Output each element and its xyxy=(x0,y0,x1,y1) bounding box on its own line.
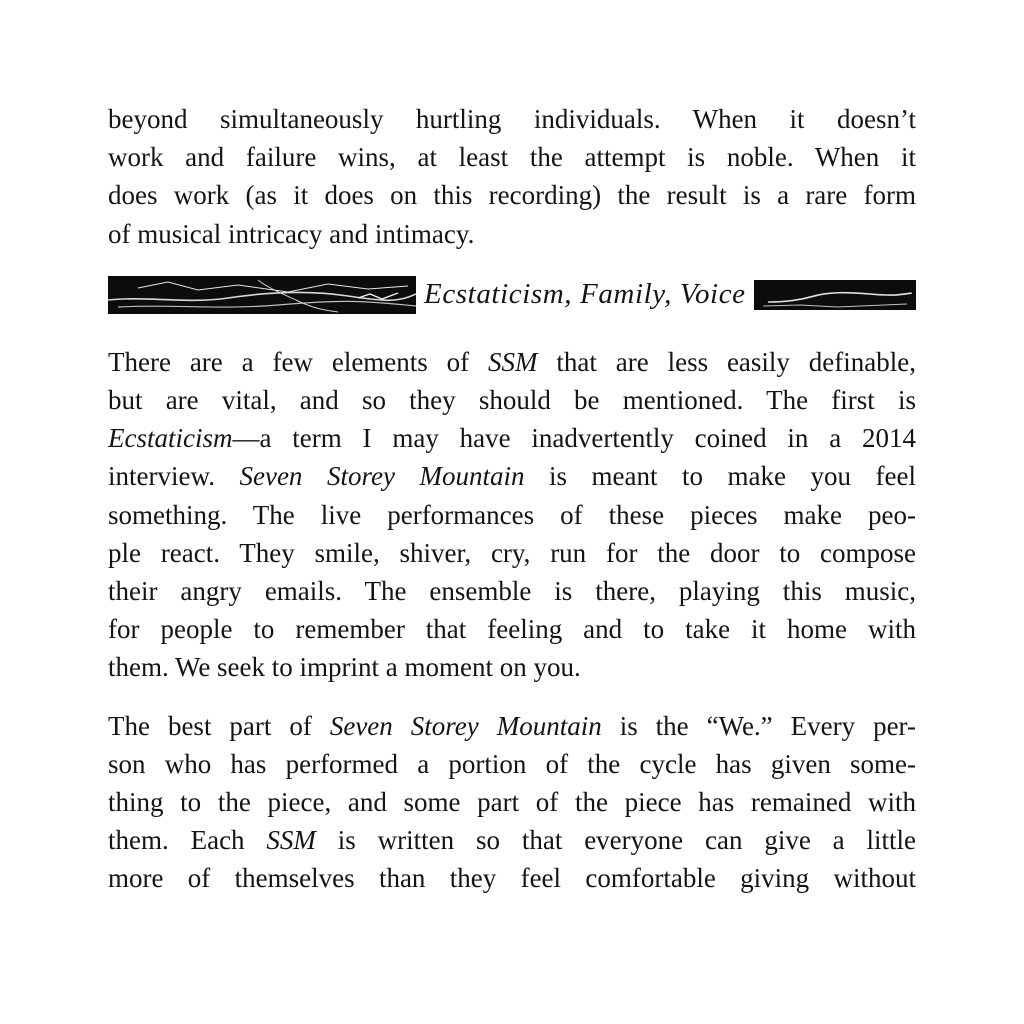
text-line: son who has performed a portion of the cycle has given some- xyxy=(108,748,916,779)
ink-texture-bar-icon xyxy=(754,280,916,310)
text-line: thing to the piece, and some part of the piece has remained with xyxy=(108,787,916,818)
text-line: Ecstaticism—a term I may have inadvertently coined in a 2014 xyxy=(108,423,916,454)
paragraph-we xyxy=(108,707,916,898)
text-line: but are vital, and so they should be mentioned. The first is xyxy=(108,385,916,416)
text-line: work and failure wins, at least the attempt is noble. When it xyxy=(108,142,916,173)
section-heading xyxy=(108,275,916,315)
text-line: does work (as it does on this recording) the result is a rare form xyxy=(108,180,916,211)
text-line: something. The live performances of these pieces make peo- xyxy=(108,499,916,530)
italic-title: Seven Storey Mountain xyxy=(239,461,525,492)
text-line: The best part of Seven Storey Mountain is the “We.” Every per- xyxy=(108,710,917,741)
text-line: There are a few elements of SSM that are less easily definable, xyxy=(108,346,916,377)
text-line: more of themselves than they feel comfortable giving without xyxy=(108,863,916,894)
section-heading-title: Ecstaticism, Family, Voice xyxy=(424,278,746,311)
text-line: their angry emails. The ensemble is there, playing this music, xyxy=(108,576,916,607)
page-body xyxy=(108,100,916,898)
ink-texture-bar-icon xyxy=(108,276,416,314)
italic-term: Ecstaticism xyxy=(108,423,233,454)
text-line: them. We seek to imprint a moment on you. xyxy=(108,652,581,683)
italic-title: Seven Storey Mountain xyxy=(329,710,602,741)
text-line: them. Each SSM is written so that everyone can give a little xyxy=(108,825,916,856)
text-line: beyond simultaneously hurtling individuals. When it doesn’t xyxy=(108,104,916,134)
text-line: of musical intricacy and intimacy. xyxy=(108,218,475,249)
paragraph-ecstaticism xyxy=(108,343,916,687)
italic-abbreviation: SSM xyxy=(266,825,316,856)
paragraph-intro-ending xyxy=(108,100,916,253)
text-line: interview. Seven Storey Mountain is meant to make you feel xyxy=(108,461,916,492)
text-line: ple react. They smile, shiver, cry, run for the door to compose xyxy=(108,537,916,568)
text-line: for people to remember that feeling and to take it home with xyxy=(108,614,916,645)
italic-abbreviation: SSM xyxy=(488,346,538,377)
